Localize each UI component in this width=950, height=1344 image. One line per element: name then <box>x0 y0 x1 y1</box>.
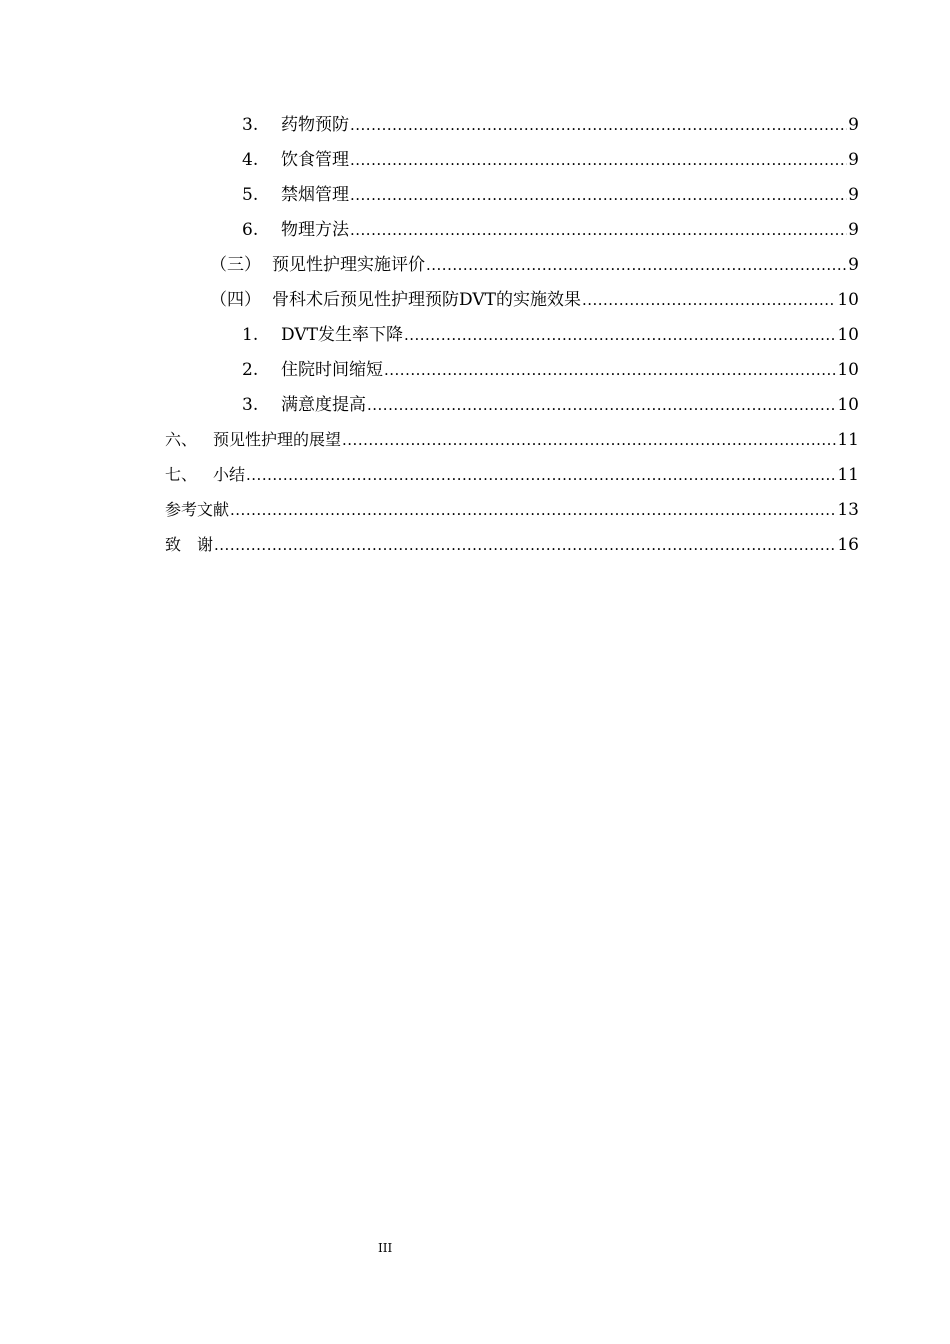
toc-entry-title: 骨科术后预见性护理预防DVT的实施效果 <box>272 290 581 310</box>
toc-entry-page: 13 <box>837 500 859 520</box>
toc-entry-physical-methods[interactable] <box>0 218 859 242</box>
toc-entry-title: 参考文献 <box>165 500 230 519</box>
toc-entry-smoking-ban[interactable] <box>0 183 859 207</box>
toc-entry-page: 11 <box>837 465 859 485</box>
dot-leader <box>246 463 836 487</box>
toc-entry-number: 3. <box>242 115 259 135</box>
toc-entry-drug-prevention[interactable] <box>0 113 859 137</box>
toc-entry-title: 药物预防 <box>281 115 349 135</box>
dot-leader <box>214 533 836 557</box>
toc-entry-references[interactable] <box>0 498 859 522</box>
toc-entry-page: 9 <box>848 185 859 205</box>
toc-entry-satisfaction-improved[interactable] <box>0 393 859 417</box>
toc-entry-number: （四） <box>210 290 261 310</box>
toc-entry-title: 预见性护理的展望 <box>213 430 342 449</box>
toc-entry-title: 住院时间缩短 <box>281 360 383 380</box>
toc-entry-page: 10 <box>837 325 859 345</box>
dot-leader <box>350 148 847 172</box>
toc-entry-title: 禁烟管理 <box>281 185 349 205</box>
dot-leader <box>350 218 847 242</box>
toc-entry-number: 1. <box>242 325 259 345</box>
toc-entry-hospital-stay-shortened[interactable] <box>0 358 859 382</box>
dot-leader <box>350 113 847 137</box>
toc-entry-title: DVT发生率下降 <box>281 325 403 345</box>
toc-entry-page: 9 <box>848 220 859 240</box>
toc-entry-title: 预见性护理实施评价 <box>272 255 425 275</box>
footer-page-number: III <box>378 1241 393 1255</box>
toc-entry-number: 5. <box>242 185 259 205</box>
toc-entry-dvt-effect[interactable] <box>0 288 859 312</box>
dot-leader <box>367 393 836 417</box>
toc-entry-nursing-outlook[interactable] <box>0 428 859 452</box>
toc-entry-title: 致 谢 <box>165 535 214 554</box>
toc-entry-title: 饮食管理 <box>281 150 349 170</box>
dot-leader <box>230 498 836 522</box>
toc-entry-summary[interactable] <box>0 463 859 487</box>
toc-entry-nursing-evaluation[interactable] <box>0 253 859 277</box>
toc-entry-number: 6. <box>242 220 259 240</box>
dot-leader <box>582 288 836 312</box>
toc-entry-page: 10 <box>837 360 859 380</box>
toc-entry-page: 9 <box>848 255 859 275</box>
toc-entry-acknowledgements[interactable] <box>0 533 859 557</box>
toc-entry-dvt-rate-decline[interactable] <box>0 323 859 347</box>
dot-leader <box>342 428 836 452</box>
toc-entry-number: 4. <box>242 150 259 170</box>
toc-entry-number: 3. <box>242 395 259 415</box>
toc-entry-number: （三） <box>210 255 261 275</box>
toc-entry-title: 物理方法 <box>281 220 349 240</box>
toc-entry-page: 11 <box>837 430 859 450</box>
toc-entry-number: 七、 <box>165 465 198 484</box>
toc-entry-number: 六、 <box>165 430 198 449</box>
toc-entry-number: 2. <box>242 360 259 380</box>
toc-entry-page: 9 <box>848 115 859 135</box>
toc-entry-title: 满意度提高 <box>281 395 366 415</box>
dot-leader <box>384 358 836 382</box>
dot-leader <box>426 253 847 277</box>
toc-entry-page: 10 <box>837 395 859 415</box>
toc-entry-diet-management[interactable] <box>0 148 859 172</box>
toc-entry-page: 10 <box>837 290 859 310</box>
toc-entry-page: 16 <box>837 535 859 555</box>
toc-entry-title: 小结 <box>213 465 246 484</box>
toc-entry-page: 9 <box>848 150 859 170</box>
dot-leader <box>404 323 836 347</box>
dot-leader <box>350 183 847 207</box>
